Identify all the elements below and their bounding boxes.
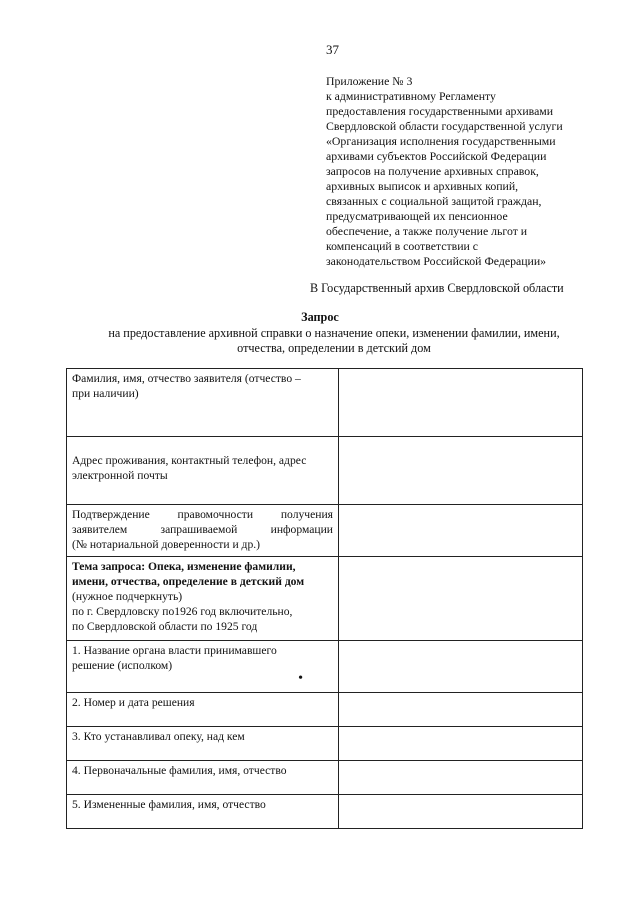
appendix-line: «Организация исполнения государственными: [326, 134, 556, 148]
address-field[interactable]: [339, 437, 583, 505]
appendix-line: Приложение № 3: [326, 74, 413, 88]
label-line: (нужное подчеркнуть): [72, 590, 183, 603]
guardianship-field[interactable]: [339, 727, 583, 761]
decision-field[interactable]: [339, 693, 583, 727]
applicant-name-field[interactable]: [339, 369, 583, 437]
appendix-line: законодательством Российской Федерации»: [326, 254, 547, 268]
authority-body-label: [67, 641, 339, 693]
applicant-name-label: [67, 369, 339, 437]
form-row-topic: [67, 557, 583, 641]
appendix-header: [326, 74, 606, 269]
label-line: 1. Название органа власти принимавшего: [72, 644, 277, 657]
label-line: электронной почты: [72, 469, 168, 482]
label-line: имени, отчества, определение в детский дом: [72, 575, 305, 588]
request-subtitle-line: отчества, определении в детский дом: [237, 341, 431, 355]
label-line: Подтверждение правомочности получения: [72, 508, 333, 521]
appendix-line: предоставления государственными архивами: [326, 104, 554, 118]
appendix-line: архивами субъектов Российской Федерации: [326, 149, 547, 163]
authority-body-field[interactable]: [339, 641, 583, 693]
form-row-address: [67, 437, 583, 505]
form-row-authority-body: [67, 641, 583, 693]
form-row-applicant: [67, 369, 583, 437]
form-row-original-name: [67, 761, 583, 795]
decision-label: 2. Номер и дата решения: [67, 693, 339, 727]
topic-field[interactable]: [339, 557, 583, 641]
original-name-label: 4. Первоначальные фамилия, имя, отчество: [67, 761, 339, 795]
label-line: Адрес проживания, контактный телефон, адрес: [72, 454, 307, 467]
request-subtitle: [74, 326, 594, 356]
appendix-line: запросов на получение архивных справок,: [326, 164, 539, 178]
label-line: при наличии): [72, 387, 139, 400]
appendix-line: предусматривающей их пенсионное: [326, 209, 508, 223]
request-form-table: [66, 368, 583, 829]
label-line: по Свердловской области по 1925 год: [72, 620, 258, 633]
guardianship-label: 3. Кто устанавливал опеку, над кем: [67, 727, 339, 761]
appendix-line: связанных с социальной защитой граждан,: [326, 194, 542, 208]
label-line: по г. Свердловску по1926 год включительно,: [72, 605, 293, 618]
form-row-authority: [67, 505, 583, 557]
appendix-line: обеспечение, а также получение льгот и: [326, 224, 528, 238]
label-line: (№ нотариальной доверенности и др.): [72, 538, 261, 551]
request-subtitle-line: на предоставление архивной справки о назначение опеки, изменении фамилии, имени,: [108, 326, 560, 340]
topic-label: [67, 557, 339, 641]
appendix-line: Свердловской области государственной услуги: [326, 119, 563, 133]
appendix-line: к административному Регламенту: [326, 89, 496, 103]
address-label: [67, 437, 339, 505]
appendix-line: архивных выписок и архивных копий,: [326, 179, 519, 193]
addressee: В Государственный архив Свердловской области: [310, 281, 564, 295]
dot-mark: •: [298, 671, 303, 686]
request-title: Запрос: [301, 310, 339, 324]
label-line: Фамилия, имя, отчество заявителя (отчество –: [72, 372, 301, 385]
changed-name-label: 5. Измененные фамилия, имя, отчество: [67, 795, 339, 829]
original-name-field[interactable]: [339, 761, 583, 795]
page-number: 37: [326, 42, 339, 57]
label-line: решение (исполком): [72, 659, 173, 672]
authority-label: [67, 505, 339, 557]
label-line: заявителем запрашиваемой информации: [72, 523, 333, 536]
form-row-guardianship: [67, 727, 583, 761]
authority-field[interactable]: [339, 505, 583, 557]
changed-name-field[interactable]: [339, 795, 583, 829]
form-row-decision: [67, 693, 583, 727]
form-row-changed-name: [67, 795, 583, 829]
label-line: Тема запроса: Опека, изменение фамилии,: [72, 560, 296, 573]
appendix-line: компенсаций в соответствии с: [326, 239, 478, 253]
